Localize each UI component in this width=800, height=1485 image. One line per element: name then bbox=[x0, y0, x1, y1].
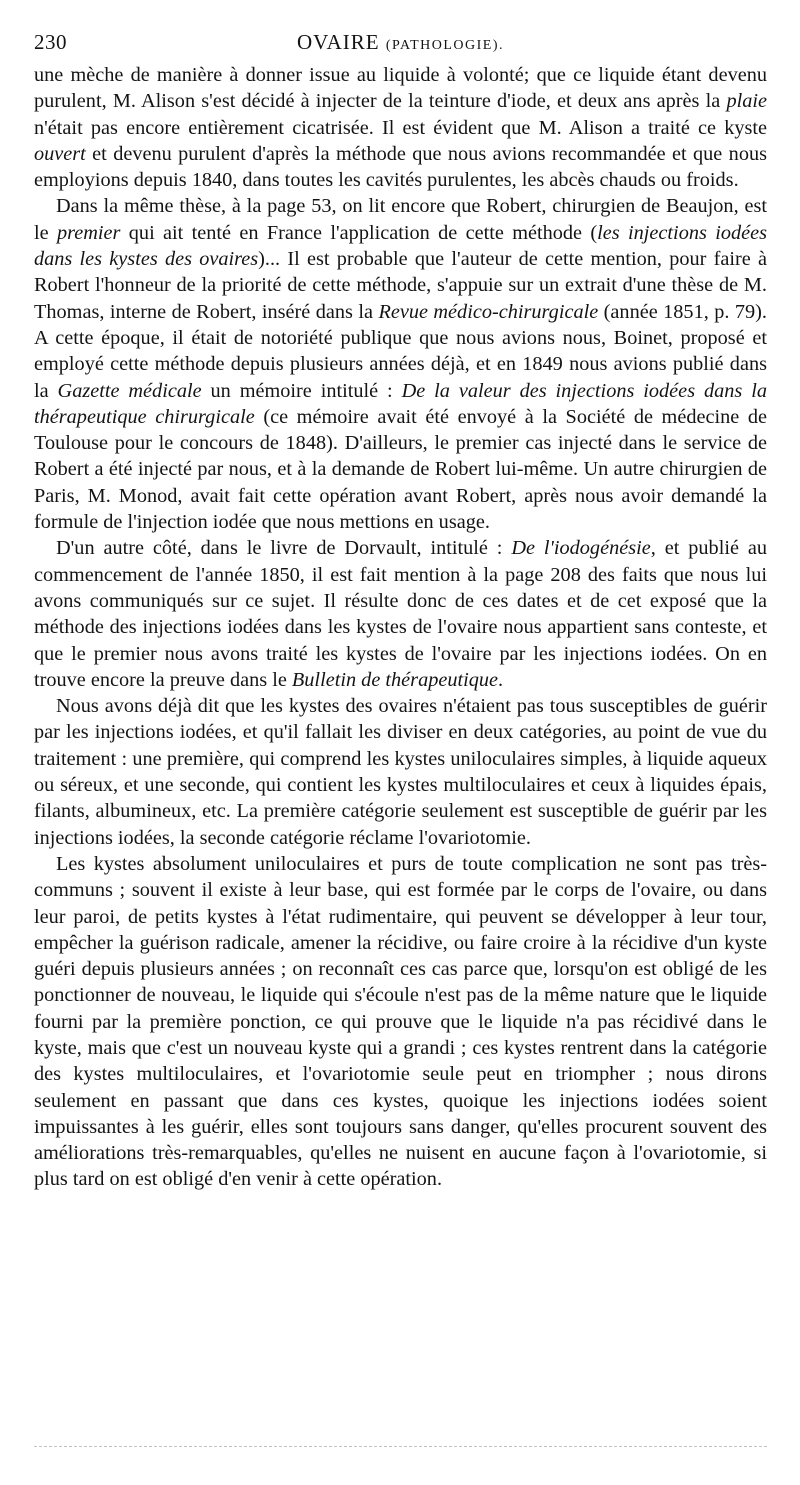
italic-text: De l'iodogénésie bbox=[511, 537, 651, 560]
italic-text: premier bbox=[56, 221, 121, 244]
italic-text: Revue médico-chirurgicale bbox=[378, 300, 599, 323]
text-run: qui ait tenté en France l'application de cette méthode ( bbox=[120, 221, 598, 244]
text-run: Nous avons déjà dit que les kystes des ovaires n'étaient pas tous susceptibles de guérir par les injections iodées, et qu'il fallait les diviser en deux catégories, au point de vue du traitement : une première, qui comprend les kystes uniloculaires simples, à liquide aqueux ou séreux, et une seconde, qui contient les kystes multiloculaires et ceux à liquides épais, filants, albumineux, etc. La première catégorie seulement est susceptible de guérir par les injections iodées, la seconde catégorie réclame l'ovariotomie. bbox=[34, 695, 767, 849]
running-subtitle: (PATHOLOGIE). bbox=[385, 38, 505, 53]
paragraph bbox=[34, 693, 767, 851]
text-run: une mèche de manière à donner issue au liquide à volonté; que ce liquide étant devenu purulent, M. Alison s'est décidé à injecter de la teinture d'iode, et deux ans après la bbox=[34, 64, 767, 113]
paragraph bbox=[34, 851, 767, 1193]
text-run: D'un autre côté, dans le livre de Dorvault, intitulé : bbox=[56, 537, 512, 560]
paragraph bbox=[34, 62, 767, 193]
italic-text: Gazette médicale bbox=[57, 379, 202, 402]
italic-text: les injections iodées dans les kystes des ovaires bbox=[34, 221, 768, 271]
text-run: . bbox=[498, 668, 504, 691]
italic-text: Bulletin de thérapeutique bbox=[291, 668, 499, 691]
text-run: (ce mémoire avait été envoyé à la Société de médecine de Toulouse pour le concours de 1848). D'ailleurs, le premier cas injecté dans le service de Robert a été injecté par nous, et à la demande de Robert lui-même. Un autre chirurgien de Paris, M. Monod, avait fait cette opération avant Robert, après nous avoir demandé la formule de l'injection iodée que nous mettions en usage. bbox=[34, 405, 767, 534]
body-text bbox=[34, 62, 767, 1193]
text-run: n'était pas encore entièrement cicatrisée. Il est évident que M. Alison a traité ce kyste bbox=[34, 116, 767, 139]
page-header bbox=[34, 28, 767, 58]
paragraph bbox=[34, 535, 767, 693]
italic-text: De la valeur des injections iodées dans la thérapeutique chirurgicale bbox=[34, 379, 767, 428]
text-run: Dans la même thèse, à la page 53, on lit encore que Robert, chirurgien de Beaujon, est le bbox=[34, 195, 767, 244]
running-head bbox=[34, 30, 767, 55]
document-page bbox=[34, 28, 767, 1193]
running-title: OVAIRE bbox=[296, 30, 380, 54]
italic-text: plaie bbox=[726, 90, 767, 113]
text-run: (année 1851, p. 79). A cette époque, il était de notoriété publique que nous avions nous, Boinet, proposé et employé cette méthode depuis plusieurs années déjà, et en 1849 nous avions publié dans la bbox=[34, 300, 767, 402]
text-run: )... Il est probable que l'auteur de cette mention, pour faire à Robert l'honneur de la priorité de cette méthode, s'appuie sur un extrait d'une thèse de M. Thomas, interne de Robert, inséré dans la bbox=[34, 248, 767, 323]
text-run: un mémoire intitulé : bbox=[201, 379, 402, 402]
paragraph bbox=[34, 193, 767, 535]
page-number: 230 bbox=[34, 30, 67, 54]
footer-rule bbox=[34, 1446, 767, 1447]
text-run: et devenu purulent d'après la méthode que nous avions recommandée et que nous employions depuis 1840, dans toutes les cavités purulentes, les abcès chauds ou froids. bbox=[34, 142, 767, 192]
text-run: Les kystes absolument uniloculaires et purs de toute complication ne sont pas très-communs ; souvent il existe à leur base, qui est formée par le corps de l'ovaire, ou dans leur paroi, de petits kystes à l'état rudimentaire, qui peuvent se développer à leur tour, empêcher la guérison radicale, amener la récidive, ou faire croire à la récidive d'un kyste guéri depuis plusieurs années ; on reconnaît ces cas parce que, lorsqu'on est obligé de les ponctionner de nouveau, le liquide qui s'écoule n'est pas de la même nature que le liquide fourni par la première ponction, ce qui prouve que le liquide n'a pas récidivé dans le kyste, mais que c'est un nouveau kyste qui a grandi ; ces kystes rentrent dans la catégorie des kystes multiloculaires, et l'ovariotomie seule peut en triompher ; nous dirons seulement en passant que dans ces kystes, quoique les injections iodées soient impuissantes à les guérir, elles sont toujours sans danger, qu'elles procurent souvent des améliorations très-remarquables, qu'elles ne nuisent en aucune façon à l'ovariotomie, si plus tard on est obligé d'en venir à cette opération. bbox=[34, 852, 767, 1191]
text-run: , et publié au commencement de l'année 1850, il est fait mention à la page 208 des faits que nous lui avons communiqués sur ce sujet. Il résulte donc de ces dates et de cet exposé que la méthode des injections iodées dans les kystes de l'ovaire nous appartient sans conteste, et que le premier nous avons traité les kystes de l'ovaire par les injections iodées. On en trouve encore la preuve dans le bbox=[34, 537, 768, 691]
italic-text: ouvert bbox=[34, 142, 86, 165]
